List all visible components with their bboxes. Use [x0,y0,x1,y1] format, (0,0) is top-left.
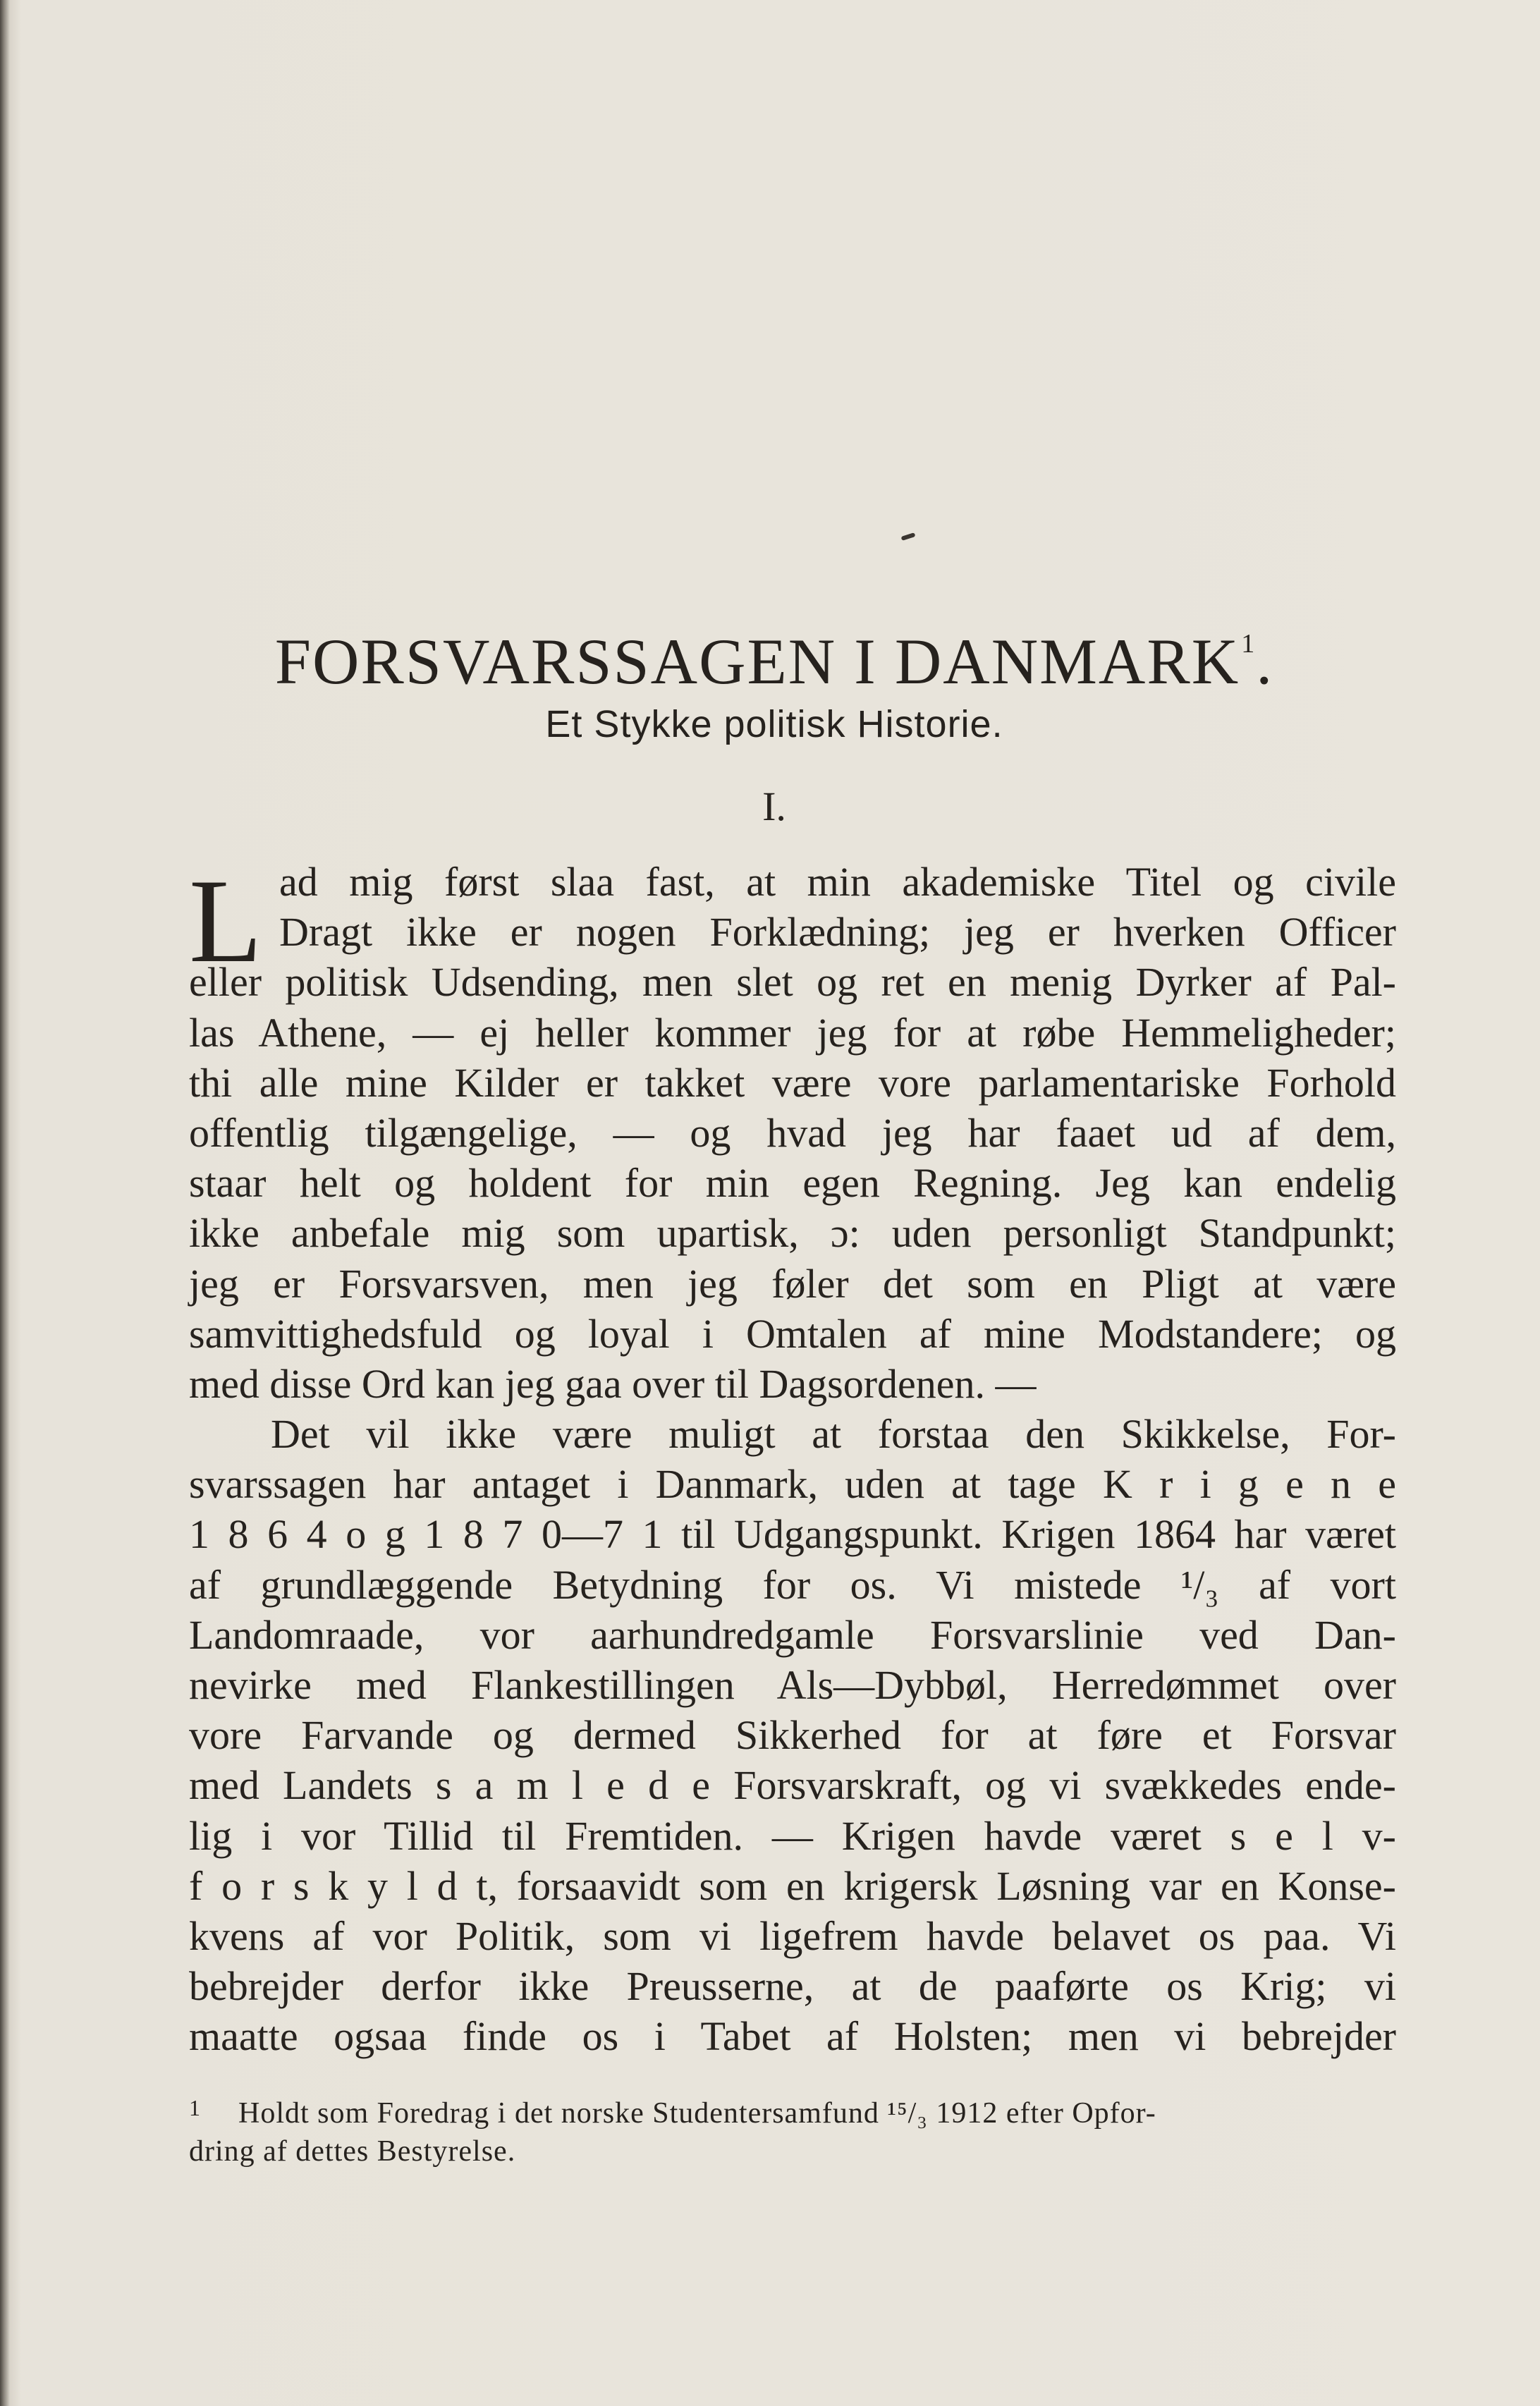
footnote-line-1 [189,2086,1396,2130]
text-line-24: maatte ogsaa finde os i Tabet af Holsten; men vi bebrejder [189,2013,1396,2060]
text-line-18: vore Farvande og dermed Sikkerhed for at føre et Forsvar [189,1712,1396,1759]
text-line-8: ikke anbefale mig som upartisk, ɔ: uden personligt Standpunkt; [189,1210,1396,1257]
text-line-5: thi alle mine Kilder er takket være vore parlamentariske Forhold [189,1059,1396,1106]
text-line-13: svarssagen har antaget i Danmark, uden at tage K r i g e n e [189,1461,1396,1508]
section-number: I. [762,783,786,829]
drop-cap: L [189,855,262,987]
footnote-number: 1 [189,2095,201,2120]
title-period: . [1256,625,1274,697]
text-line-22: kvens af vor Politik, som vi ligefrem havde belavet os paa. Vi [189,1912,1396,1959]
text-line-10: samvittighedsfuld og loyal i Omtalen af mine Modstandere; og [189,1310,1396,1357]
title-text: FORSVARSSAGEN I DANMARK [274,625,1240,697]
text-line-23: bebrejder derfor ikke Preusserne, at de paaførte os Krig; vi [189,1963,1396,2010]
text-line-14: 1 8 6 4 o g 1 8 7 0—7 1 til Udgangspunkt. Krigen 1864 har været [189,1511,1396,1558]
text-line-20: lig i vor Tillid til Fremtiden. — Krigen havde været s e l v- [189,1812,1396,1859]
page-title [189,625,1359,697]
text-line-17: nevirke med Flankestillingen Als—Dybbøl, Herredømmet over [189,1662,1396,1708]
text-line-19: med Landets s a m l e d e Forsvarskraft, og vi svækkedes ende- [189,1762,1396,1809]
ink-mark [901,532,916,541]
text-line-7: staar helt og holdent for min egen Regning. Jeg kan endelig [189,1160,1396,1207]
text-line-4: las Athene, — ej heller kommer jeg for at røbe Hemmeligheder; [189,1009,1396,1056]
footnote-line-2 [189,2130,1396,2173]
footnotes [189,2086,1396,2173]
text-line-15: af grundlæggende Betydning for os. Vi mistede ¹/₃ af vort [189,1561,1396,1608]
text-line-6: offentlig tilgængelige, — og hvad jeg har faaet ud af dem, [189,1109,1396,1156]
text-line-11: med disse Ord kan jeg gaa over til Dagsordenen. — [189,1360,1037,1407]
text-line-21: f o r s k y l d t, forsaavidt som en krigersk Løsning var en Konse- [189,1862,1396,1909]
text-line-1: ad mig først slaa fast, at min akademiske Titel og civile [279,859,1396,905]
subtitle: Et Stykke politisk Historie. [545,703,1003,745]
footnote-text-2: dring af dettes Bestyrelse. [189,2135,516,2168]
body-text [189,857,1396,2062]
text-line-3: eller politisk Udsending, men slet og ret en menig Dyrker af Pal- [189,959,1396,1006]
text-line-16: Landomraade, vor aarhundredgamle Forsvarslinie ved Dan- [189,1611,1396,1658]
footnote-text-1: Holdt som Foredrag i det norske Studentersamfund ¹⁵/₃ 1912 efter Opfor- [238,2097,1156,2130]
title-footnote-marker: 1 [1241,629,1257,659]
text-line-9: jeg er Forsvarsven, men jeg føler det som en Pligt at være [189,1260,1396,1307]
text-line-2: Dragt ikke er nogen Forklædning; jeg er hverken Officer [279,909,1396,955]
text-line-12: Det vil ikke være muligt at forstaa den Skikkelse, For- [271,1411,1396,1458]
